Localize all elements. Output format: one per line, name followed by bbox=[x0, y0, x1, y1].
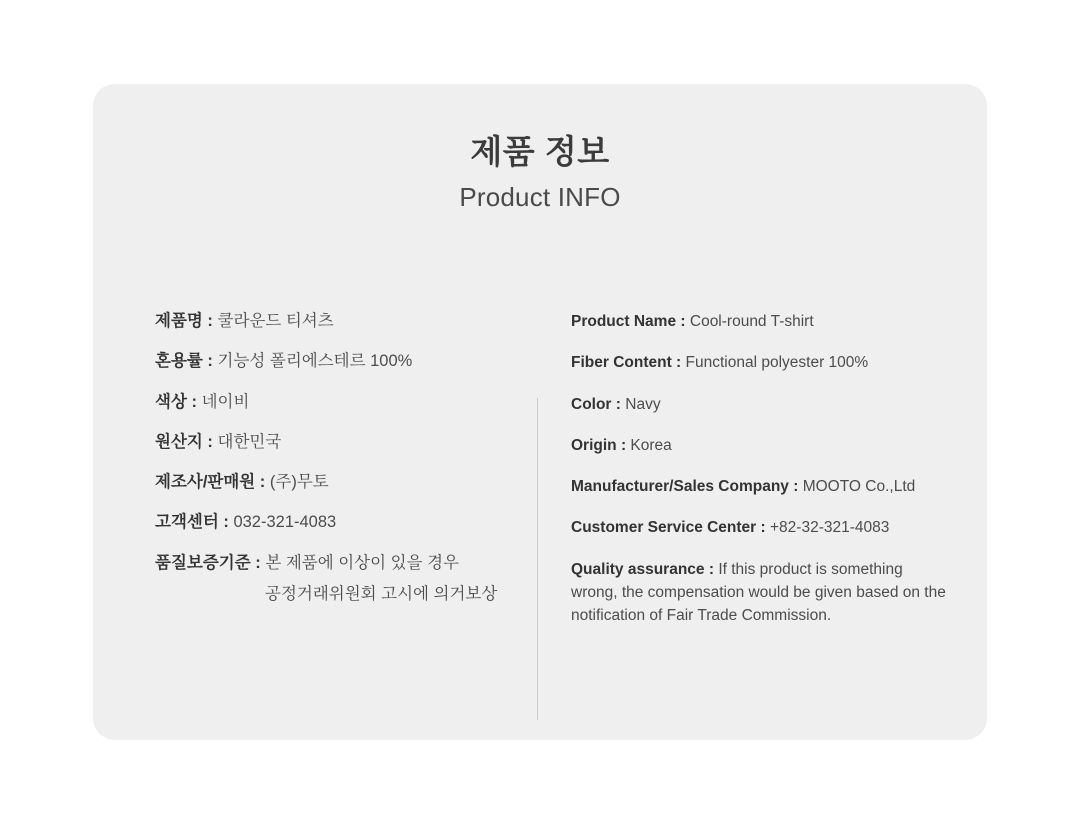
spec-value: 본 제품에 이상이 있을 경우 bbox=[265, 553, 459, 572]
list-item bbox=[571, 558, 951, 628]
spec-label: 색상 : bbox=[155, 392, 197, 411]
spec-value: 대한민국 bbox=[217, 432, 282, 451]
english-spec-list bbox=[571, 310, 951, 627]
spec-label: 제품명 : bbox=[155, 312, 213, 330]
spec-value: 쿨라운드 티셔츠 bbox=[217, 312, 334, 330]
korean-spec-list bbox=[155, 310, 525, 623]
spec-label: Fiber Content : bbox=[571, 354, 682, 372]
list-item bbox=[571, 310, 951, 333]
spec-value-continued: 공정거래위원회 고시에 의거보상 bbox=[265, 584, 498, 603]
list-item bbox=[571, 475, 951, 498]
spec-value: Korea bbox=[630, 436, 672, 454]
spec-label: Color : bbox=[571, 395, 621, 413]
spec-value: Navy bbox=[625, 395, 661, 413]
spec-value: MOOTO Co.,Ltd bbox=[802, 478, 916, 495]
list-item bbox=[571, 393, 951, 416]
spec-value: Functional polyester 100% bbox=[685, 354, 869, 372]
spec-value: 032-321-4083 bbox=[233, 513, 337, 532]
spec-label: 혼용률 : bbox=[155, 352, 213, 371]
spec-label: 품질보증기준 : bbox=[155, 553, 261, 572]
list-item bbox=[155, 431, 525, 453]
spec-label: 고객센터 : bbox=[155, 513, 229, 532]
spec-label: Product Name : bbox=[571, 313, 686, 330]
spec-value: 네이비 bbox=[201, 392, 250, 411]
spec-label: 원산지 : bbox=[155, 432, 213, 451]
list-item bbox=[155, 391, 525, 413]
spec-label: Customer Service Center : bbox=[571, 519, 766, 537]
list-item bbox=[155, 511, 525, 533]
spec-label: Quality assurance : bbox=[571, 560, 715, 578]
info-columns bbox=[93, 310, 987, 646]
spec-label: 제조사/판매원 : bbox=[155, 473, 266, 492]
spec-label: Manufacturer/Sales Company : bbox=[571, 478, 799, 495]
spec-value: Cool-round T-shirt bbox=[689, 313, 814, 330]
list-item bbox=[155, 310, 525, 332]
spec-value: 기능성 폴리에스테르 100% bbox=[217, 352, 413, 371]
list-item bbox=[155, 552, 525, 606]
spec-value: (주)무토 bbox=[269, 473, 329, 492]
product-info-card bbox=[93, 84, 987, 740]
spec-value: If this product is something wrong, the compensation would be given based on the notification of Fair Trade Commission. bbox=[571, 560, 946, 624]
column-divider bbox=[537, 398, 538, 720]
list-item bbox=[571, 516, 951, 539]
title-block bbox=[93, 132, 987, 213]
spec-label: Origin : bbox=[571, 436, 627, 454]
page-title-english: Product INFO bbox=[459, 181, 621, 212]
list-item bbox=[155, 350, 525, 372]
list-item bbox=[571, 434, 951, 457]
list-item bbox=[155, 471, 525, 493]
spec-value: +82-32-321-4083 bbox=[770, 519, 890, 537]
list-item bbox=[571, 351, 951, 374]
page-title-korean: 제품 정보 bbox=[470, 133, 610, 170]
